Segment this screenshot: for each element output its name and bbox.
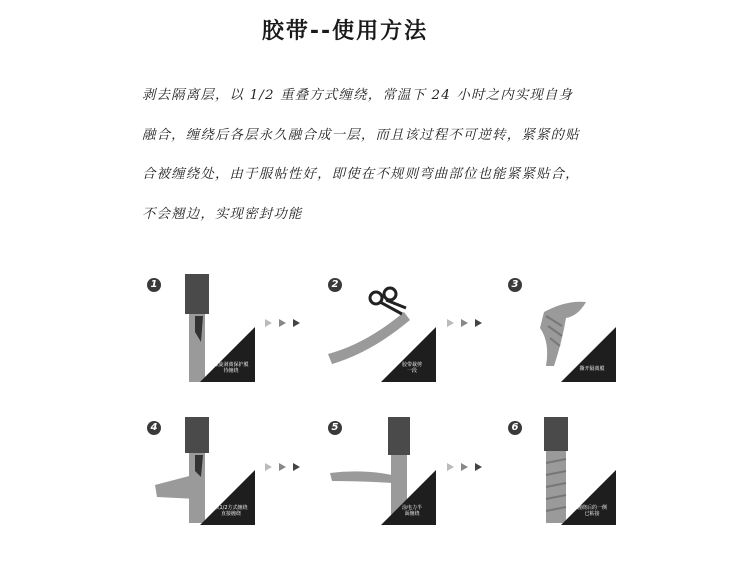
step-caption: 螺旋剥离保护膜 待缠绕 xyxy=(213,362,249,374)
step-caption: 撕开隔离膜 xyxy=(579,366,605,372)
step-caption: 涂电力半 面缠绕 xyxy=(401,505,422,517)
arrow-right-icon xyxy=(447,462,487,472)
paragraph-line: 合被缠绕处，由于服帖性好，即使在不规则弯曲部位也能紧紧贴合， xyxy=(142,167,580,182)
step-number-badge: 6 xyxy=(508,421,522,435)
step-6-illustration xyxy=(506,415,616,525)
step-number-badge: 1 xyxy=(147,278,161,292)
step-number-badge: 4 xyxy=(147,421,161,435)
step-number-badge: 3 xyxy=(508,278,522,292)
step-4-illustration xyxy=(145,415,255,525)
paragraph-line: 不会翘边，实现密封功能 xyxy=(142,206,303,222)
page-title: 胶带--使用方法 xyxy=(261,19,429,44)
arrow-right-icon xyxy=(447,318,487,328)
instructions-paragraph xyxy=(142,76,662,234)
arrow-right-icon xyxy=(265,462,305,472)
paragraph-line: 融合，缠绕后各层永久融合成一层，而且该过程不可逆转，紧紧的贴 xyxy=(142,127,580,143)
paragraph-line: 剥去隔离层，以 1/2 重叠方式缠绕，常温下 24 小时之内实现自身 xyxy=(142,88,574,103)
step-2-illustration xyxy=(326,272,436,382)
arrow-right-icon xyxy=(265,318,305,328)
step-5-illustration xyxy=(326,415,436,525)
step-1-illustration xyxy=(145,272,255,382)
step-number-badge: 2 xyxy=(328,278,342,292)
step-3-illustration xyxy=(506,272,616,382)
step-number-badge: 5 xyxy=(328,421,342,435)
step-caption: 胶带裁剪 一段 xyxy=(401,362,422,374)
step-caption: 以1/2方式缠绕 直接缠绕 xyxy=(214,505,248,517)
step-caption: 缠绕后的一侧 已粘接 xyxy=(576,505,607,517)
